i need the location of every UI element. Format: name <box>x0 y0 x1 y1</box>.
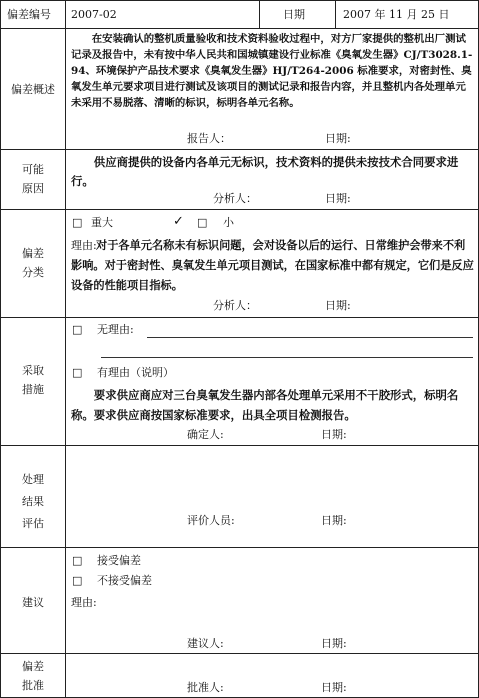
row-divider <box>1 209 478 210</box>
check-mark-icon: ✓ <box>173 214 184 229</box>
not-accept-label: 不接受偏差 <box>97 574 152 587</box>
confirm-person-label: 确定人: <box>187 428 224 441</box>
no-reason-line[interactable] <box>147 337 473 338</box>
column-divider <box>65 1 66 698</box>
approver-label: 批准人: <box>187 681 224 694</box>
accept-label: 接受偏差 <box>97 554 141 567</box>
major-option-label: 重大 <box>91 216 113 229</box>
approval-label: 偏差批准 <box>22 660 44 692</box>
classification-reason-label: 理由: <box>71 239 97 252</box>
row-divider <box>1 547 478 548</box>
classification-reason-text: 对于各单元名称未有标识问题，会对设备以后的运行、日常维护会带来不利影响。对于密封性、臭氧发生单元项目测试，在国家标准中都有规定，它们是反应设备的性能项目指标。 <box>71 238 474 292</box>
no-reason-checkbox[interactable]: □ <box>72 323 83 336</box>
classification-date-label: 日期: <box>325 299 351 312</box>
no-reason-label: 无理由: <box>97 323 134 336</box>
overview-label: 偏差概述 <box>11 83 55 96</box>
date-label: 日期 <box>283 8 305 21</box>
with-reason-label: 有理由（说明） <box>97 366 174 379</box>
suggestion-date-label: 日期: <box>321 637 347 650</box>
minor-option-label: 小 <box>223 216 234 229</box>
accept-checkbox[interactable]: □ <box>72 554 83 567</box>
result-label: 处理结果评估 <box>22 473 44 530</box>
with-reason-checkbox[interactable]: □ <box>72 366 83 379</box>
suggestion-reason-label: 理由: <box>71 596 97 609</box>
date-value: 2007 年 11 月 25 日 <box>343 8 450 21</box>
cause-label: 可能原因 <box>22 163 44 195</box>
row-divider <box>1 149 478 150</box>
minor-checkbox[interactable]: □ <box>197 216 208 229</box>
measures-date-label: 日期: <box>321 428 347 441</box>
measures-text: 要求供应商应对三台臭氧发生器内部各处理单元采用不干胶形式，标明名称。要求供应商按国家标准要求，出具全项目检测报告。 <box>71 388 459 422</box>
row-divider <box>1 28 478 29</box>
suggestion-label: 建议 <box>22 596 44 609</box>
classification-label: 偏差分类 <box>22 247 44 279</box>
row-divider <box>1 317 478 318</box>
no-reason-line-2[interactable] <box>101 357 473 358</box>
row-divider <box>1 653 478 654</box>
row-divider <box>1 445 478 446</box>
classification-analyst-label: 分析人： <box>213 299 257 312</box>
cause-analyst-label: 分析人： <box>213 192 257 205</box>
cause-text: 供应商提供的设备内各单元无标识，技术资料的提供未按技术合同要求进行。 <box>71 155 459 188</box>
deviation-number-value: 2007-02 <box>71 8 117 21</box>
overview-text: 在安装确认的整机质量验收和技术资料验收过程中，对方厂家提供的整机出厂测试记录及报告中，未有按中华人民共和国城镇建设行业标准《臭氧发生器》CJ/T3028.1-94、环境保护产品技术要求《臭氧发生器》HJ/T264-2006 标准要求，对密封性、臭氧发生单元要求项目进行测试及该项目的测试记录和报告内容，并且整机内各处理单元未采用不易脱落、清晰的标识，标明各单元名称。 <box>71 33 473 109</box>
deviation-number-label: 偏差编号 <box>7 8 51 21</box>
column-divider <box>259 1 260 28</box>
result-date-label: 日期: <box>321 514 347 527</box>
approval-date-label: 日期: <box>321 681 347 694</box>
measures-label: 采取措施 <box>22 364 44 396</box>
not-accept-checkbox[interactable]: □ <box>72 574 83 587</box>
cause-date-label: 日期: <box>325 192 351 205</box>
suggester-label: 建议人: <box>187 637 224 650</box>
column-divider <box>335 1 336 28</box>
evaluator-label: 评价人员: <box>187 514 235 527</box>
overview-date-label: 日期: <box>325 132 351 145</box>
major-checkbox[interactable]: □ <box>72 216 83 229</box>
reporter-label: 报告人： <box>187 132 231 145</box>
